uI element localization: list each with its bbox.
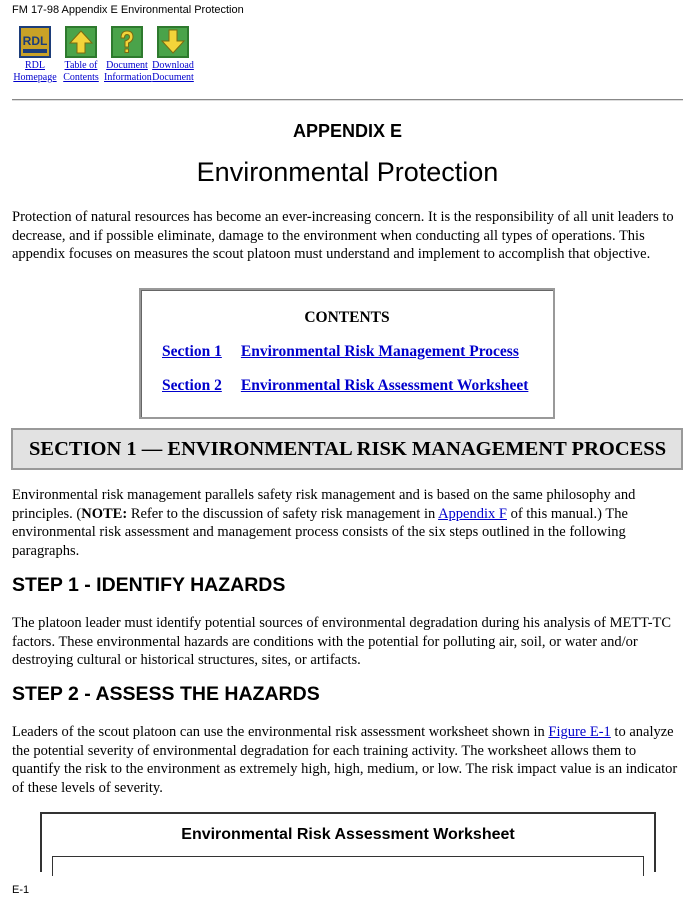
nav-download-document[interactable] <box>150 26 196 84</box>
page-title: Environmental Protection <box>196 157 499 187</box>
section-1-title-link[interactable]: Environmental Risk Management Process <box>240 343 519 360</box>
nav-label-line2: Contents <box>63 72 99 83</box>
nav-label-line1: Download <box>152 60 194 71</box>
page-number: E-1 <box>12 884 30 896</box>
note-label: NOTE: <box>81 505 128 522</box>
section-1-heading: SECTION 1 — ENVIRONMENTAL RISK MANAGEMENT PROCESS <box>29 438 667 460</box>
contents-item-section-2 <box>162 377 528 395</box>
worksheet-table-top-rule <box>52 856 644 857</box>
section-1-paragraph <box>12 486 680 560</box>
figure-e-1-link[interactable]: Figure E-1 <box>548 724 611 740</box>
step-1-heading: STEP 1 - IDENTIFY HAZARDS <box>12 574 286 596</box>
section-1-link[interactable]: Section 1 <box>162 343 222 360</box>
nav-rdl-homepage[interactable] <box>12 26 58 84</box>
section-2-link[interactable]: Section 2 <box>162 377 222 394</box>
question-mark-icon <box>111 26 143 58</box>
nav-label-line1: Document <box>106 60 148 71</box>
appendix-f-link[interactable]: Appendix F <box>438 505 507 522</box>
step-2-text-b: to analyze the potential severity of environmental degradation for each training activity. The worksheet allows them to quantify the risk to the environment as extremely high, high, medium, or low. The risk impact value is an indicator of these levels of severity. <box>12 724 678 796</box>
nav-label-line2: Information <box>104 72 152 83</box>
contents-box <box>139 288 555 419</box>
step-2-text-a: Leaders of the scout platoon can use the environmental risk assessment worksheet shown in <box>12 724 549 740</box>
rdl-logo-text: RDL <box>22 34 48 48</box>
nav-bar <box>12 26 196 84</box>
contents-title: CONTENTS <box>304 309 390 326</box>
nav-table-of-contents[interactable] <box>58 26 104 84</box>
worksheet-table-left-edge <box>52 856 53 876</box>
contents-item-section-1 <box>162 343 519 361</box>
nav-label-line2: Homepage <box>13 72 57 83</box>
nav-label-line1: RDL <box>25 60 45 71</box>
section-1-banner <box>11 428 683 470</box>
intro-paragraph: Protection of natural resources has become an ever-increasing concern. It is the responsibility of all unit leaders to decrease, and if possible eliminate, damage to the environment when conducting all types of operations. This appendix focuses on measures the scout platoon must understand and implement to accomplish that objective. <box>12 209 674 262</box>
running-header: FM 17-98 Appendix E Environmental Protection <box>12 4 244 16</box>
worksheet-figure-title: Environmental Risk Assessment Worksheet <box>181 826 515 843</box>
nav-label-line2: Document <box>152 72 194 83</box>
step-2-paragraph <box>12 723 680 797</box>
section-1-text-c: of this manual.) The environmental risk assessment and management process consists of the six steps outlined in the following paragraphs. <box>12 505 628 559</box>
rdl-logo-icon <box>19 26 51 58</box>
step-1-paragraph: The platoon leader must identify potential sources of environmental degradation during his analysis of METT-TC factors. These environmental hazards are conditions with the potential for polluting air, soil, or water and/or destroying cultural or historical structures, sites, or artifacts. <box>12 615 672 668</box>
header-divider <box>12 99 683 101</box>
section-1-text-b: Refer to the discussion of safety risk management in <box>127 505 439 522</box>
appendix-label: APPENDIX E <box>292 121 403 141</box>
step-2-heading: STEP 2 - ASSESS THE HAZARDS <box>12 683 320 705</box>
section-2-title-link[interactable]: Environmental Risk Assessment Worksheet <box>240 377 529 394</box>
nav-label-line1: Table of <box>64 60 98 71</box>
down-arrow-icon <box>157 26 189 58</box>
worksheet-figure <box>40 812 656 872</box>
up-arrow-icon <box>65 26 97 58</box>
section-1-text-a: Environmental risk management parallels safety risk management and is based on the same philosophy and principles. ( <box>12 487 636 522</box>
worksheet-table-right-edge <box>643 856 644 876</box>
nav-document-information[interactable] <box>104 26 150 84</box>
